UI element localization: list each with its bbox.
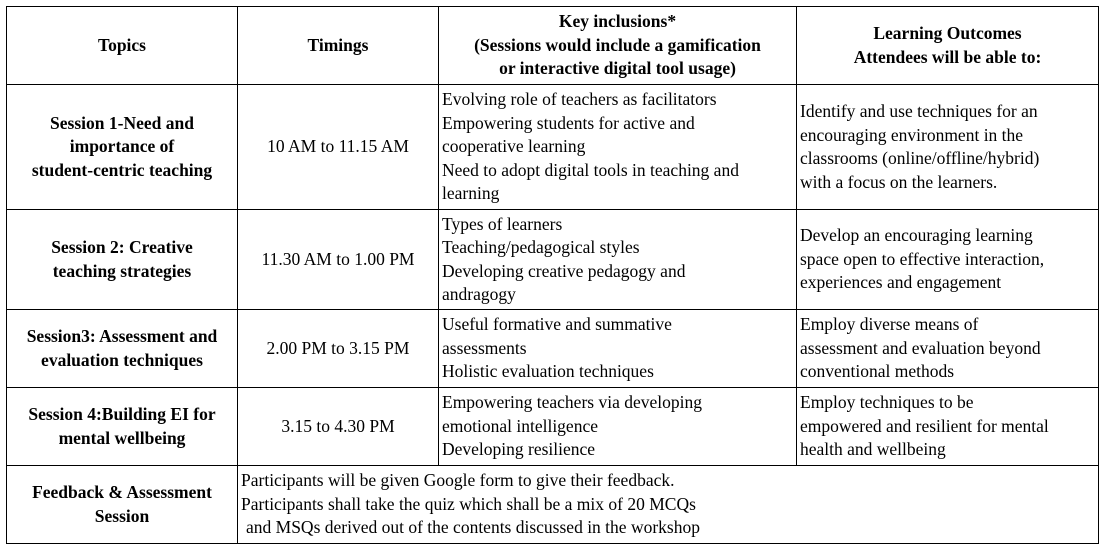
session-topic: Session 1-Need and importance of student-centric teaching xyxy=(7,85,238,210)
session-inclusions: Empowering teachers via developing emotional intelligence Developing resilience xyxy=(439,388,797,466)
session-inclusions: Useful formative and summative assessments Holistic evaluation techniques xyxy=(439,310,797,388)
header-timings: Timings xyxy=(238,7,439,85)
session-row xyxy=(7,85,1099,210)
learning-outcomes-subtitle: Attendees will be able to: xyxy=(853,46,1042,67)
feedback-details: Participants will be given Google form to give their feedback. Participants shall take the quiz which shall be a mix of 20 MCQs and MSQs derived out of the contents discussed in the workshop xyxy=(238,466,1099,544)
key-inclusions-note: or interactive digital tool usage) xyxy=(499,58,736,79)
session-topic: Session3: Assessment and evaluation techniques xyxy=(7,310,238,388)
session-inclusions: Types of learners Teaching/pedagogical styles Developing creative pedagogy and andragogy xyxy=(439,210,797,310)
session-row xyxy=(7,210,1099,310)
session-topic: Session 2: Creative teaching strategies xyxy=(7,210,238,310)
session-topic: Session 4:Building EI for mental wellbeing xyxy=(7,388,238,466)
header-learning-outcomes xyxy=(797,7,1099,85)
session-row xyxy=(7,310,1099,388)
header-row xyxy=(7,7,1099,85)
learning-outcomes-title: Learning Outcomes xyxy=(873,23,1022,43)
session-outcomes: Develop an encouraging learning space open to effective interaction, experiences and engagement xyxy=(797,210,1099,310)
session-outcomes: Employ techniques to be empowered and resilient for mental health and wellbeing xyxy=(797,388,1099,466)
session-outcomes: Identify and use techniques for an encouraging environment in the classrooms (online/offline/hybrid) with a focus on the learners. xyxy=(797,85,1099,210)
feedback-topic: Feedback & Assessment Session xyxy=(7,466,238,544)
session-timing: 3.15 to 4.30 PM xyxy=(238,388,439,466)
session-row xyxy=(7,388,1099,466)
session-timing: 10 AM to 11.15 AM xyxy=(238,85,439,210)
feedback-row xyxy=(7,466,1099,544)
session-outcomes: Employ diverse means of assessment and evaluation beyond conventional methods xyxy=(797,310,1099,388)
header-topics: Topics xyxy=(7,7,238,85)
session-inclusions: Evolving role of teachers as facilitators Empowering students for active and cooperative learning Need to adopt digital tools in teaching and learning xyxy=(439,85,797,210)
workshop-agenda-table xyxy=(6,6,1099,544)
session-timing: 2.00 PM to 3.15 PM xyxy=(238,310,439,388)
session-timing: 11.30 AM to 1.00 PM xyxy=(238,210,439,310)
key-inclusions-note: (Sessions would include a gamification xyxy=(474,34,761,55)
header-key-inclusions xyxy=(439,7,797,85)
key-inclusions-title: Key inclusions* xyxy=(558,11,677,32)
